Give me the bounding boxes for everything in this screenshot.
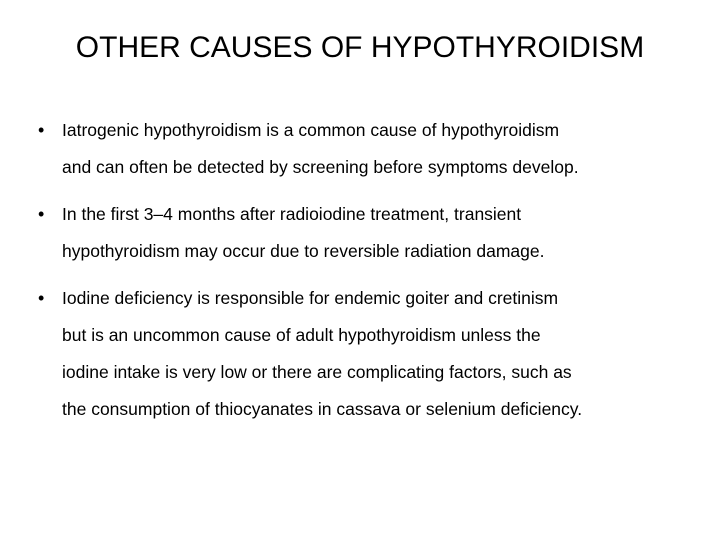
bullet-text <box>62 196 698 270</box>
bullet-line: hypothyroidism may occur due to reversible radiation damage. <box>62 241 545 261</box>
bullet-point-icon: • <box>38 120 45 140</box>
bullet-line: Iatrogenic hypothyroidism is a common cause of hypothyroidism <box>62 120 560 140</box>
bullet-point-icon: • <box>38 204 45 224</box>
bullet-item <box>38 196 698 270</box>
slide-title: OTHER CAUSES OF HYPOTHYROIDISM <box>75 31 645 64</box>
bullet-line: Iodine deficiency is responsible for endemic goiter and cretinism <box>62 288 559 308</box>
bullet-text <box>62 280 698 428</box>
bullet-item <box>38 112 698 186</box>
bullet-item <box>38 280 698 428</box>
bullet-text <box>62 112 698 186</box>
bullet-point-icon: • <box>38 288 45 308</box>
bullet-list <box>38 112 698 438</box>
bullet-line: and can often be detected by screening before symptoms develop. <box>62 157 579 177</box>
bullet-line: but is an uncommon cause of adult hypothyroidism unless the <box>62 325 541 345</box>
bullet-line: In the first 3–4 months after radioiodine treatment, transient <box>62 204 522 224</box>
bullet-line: iodine intake is very low or there are complicating factors, such as <box>62 362 572 382</box>
bullet-line: the consumption of thiocyanates in cassava or selenium deficiency. <box>62 399 583 419</box>
